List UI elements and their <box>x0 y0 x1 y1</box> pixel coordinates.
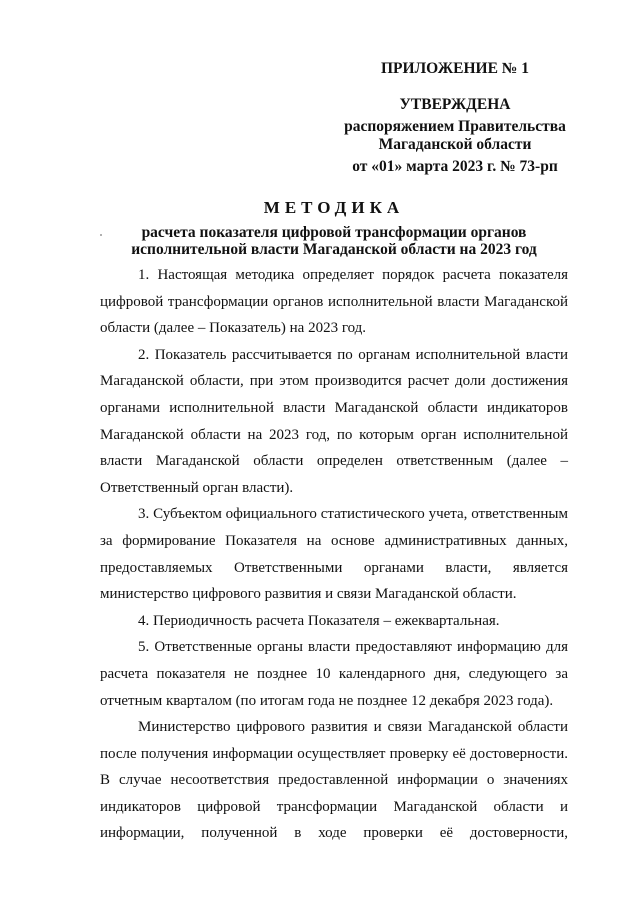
approved-label: УТВЕРЖДЕНА <box>399 96 511 113</box>
document-body <box>100 262 568 847</box>
order-line-2: Магаданской области <box>378 136 532 153</box>
title-subtitle-line-1: расчета показателя цифровой трансформации органов <box>141 224 527 241</box>
order-line-1: распоряжением Правительства <box>344 118 566 135</box>
paragraph-6: Министерство цифрового развития и связи Магаданской области после получения информации осуществляет проверку её достоверности. В случае несоответствия предоставленной информации о значениях индикаторов цифровой трансформации Магаданской области и информации, полученной в ходе проверки её достоверности, <box>100 719 568 842</box>
paragraph-1: 1. Настоящая методика определяет порядок расчета показателя цифровой трансформации органов исполнительной власти Магаданской области (далее – Показатель) на 2023 год. <box>100 267 568 337</box>
paragraph-3: 3. Субъектом официального статистического учета, ответственным за формирование Показателя на основе административных данных, предоставляемых Ответственными органами власти, является министерство цифрового развития и связи Магаданской области. <box>100 506 568 603</box>
appendix-number: ПРИЛОЖЕНИЕ № 1 <box>381 60 529 77</box>
title-main: МЕТОДИКА <box>263 198 405 217</box>
document-title <box>100 198 568 258</box>
scan-speck <box>100 234 102 236</box>
paragraph-2: 2. Показатель рассчитывается по органам исполнительной власти Магаданской области, при этом производится расчет доли достижения органами исполнительной власти Магаданской области индикаторов Магаданской области на 2023 год, по которым орган исполнительной власти Магаданской области определен ответственным (далее – Ответственный орган власти). <box>100 346 568 496</box>
approval-block <box>330 60 580 176</box>
title-subtitle-line-2: исполнительной власти Магаданской области на 2023 год <box>131 241 537 258</box>
paragraph-5: 5. Ответственные органы власти предоставляют информацию для расчета показателя не позднее 10 календарного дня, следующего за отчетным кварталом (по итогам года не позднее 12 декабря 2023 года). <box>100 639 568 709</box>
order-date: от «01» марта 2023 г. № 73-рп <box>352 158 558 175</box>
paragraph-4: 4. Периодичность расчета Показателя – ежеквартальная. <box>138 612 500 629</box>
